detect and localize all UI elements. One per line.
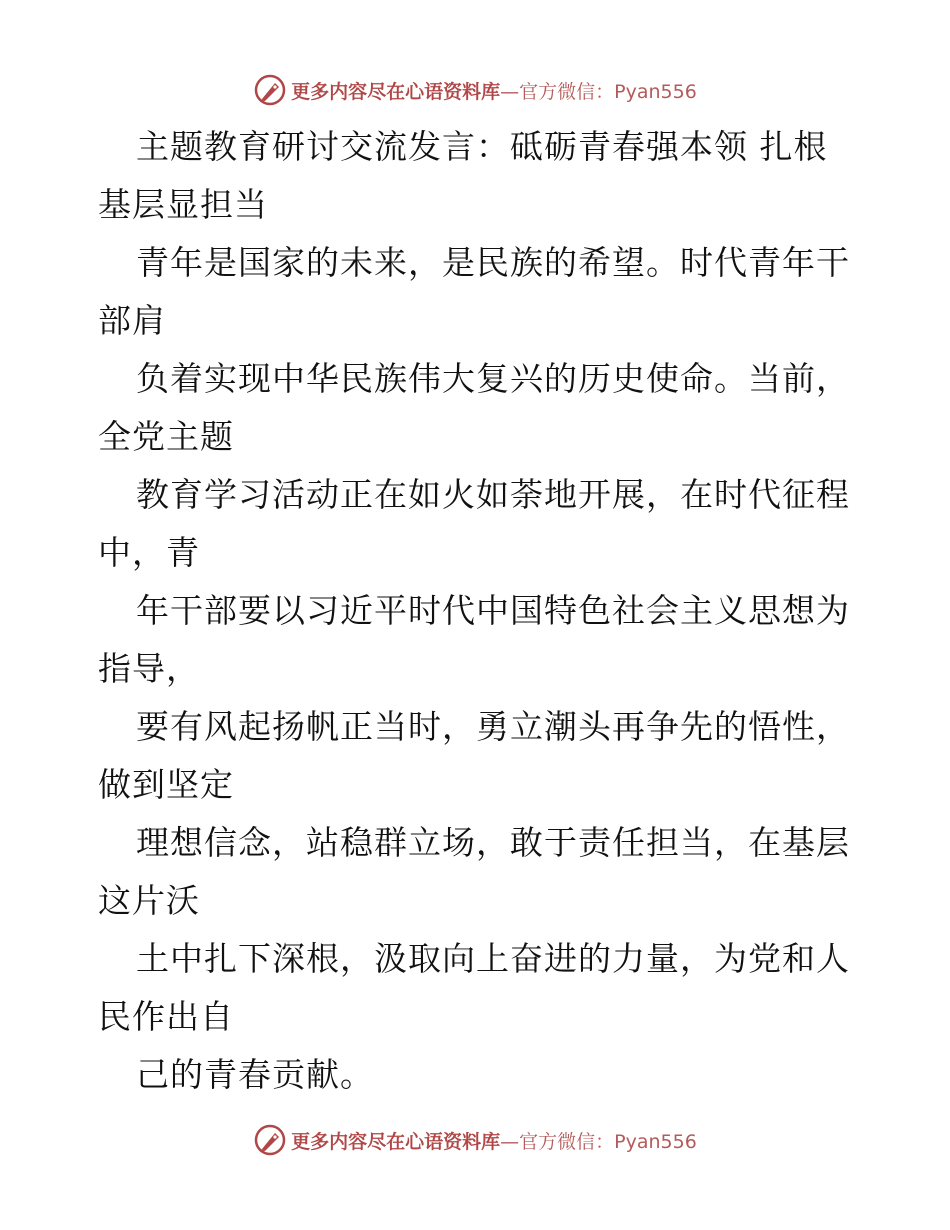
paragraph-line: 土中扎下深根，汲取向上奋进的力量，为党和人 [136,939,850,978]
banner-bold-text: 更多内容尽在心语资料库 [291,80,501,103]
footer-watermark-banner [0,1120,950,1160]
paragraph-line: 部肩 [98,301,166,340]
paragraph-line: 教育学习活动正在如火如荼地开展，在时代征程 [136,475,850,514]
banner-text [291,77,697,104]
banner-text [291,1127,697,1154]
pen-nib-logo-icon [253,1123,287,1157]
paragraph-line: 年干部要以习近平时代中国特色社会主义思想为 [136,591,850,630]
paragraph-line: 负着实现中华民族伟大复兴的历史使命。当前， [136,359,850,398]
paragraph-line: 中，青 [98,533,200,572]
paragraph-line: 做到坚定 [98,765,234,804]
title-line-2: 基层显担当 [98,185,268,224]
pen-nib-logo-icon [253,73,287,107]
paragraph-line: 全党主题 [98,417,234,456]
header-watermark-banner [0,70,950,110]
title-line-1: 主题教育研讨交流发言：砥砺青春强本领 扎根 [136,127,828,166]
paragraph-line: 己的青春贡献。 [136,1055,374,1094]
paragraph-line: 民作出自 [98,997,234,1036]
paragraph-line: 青年是国家的未来，是民族的希望。时代青年干 [136,243,850,282]
banner-rest-text: —官方微信：Pyan556 [500,1130,697,1153]
banner-bold-text: 更多内容尽在心语资料库 [291,1130,501,1153]
paragraph-line: 理想信念，站稳群立场，敢于责任担当，在基层 [136,823,850,862]
banner-rest-text: —官方微信：Pyan556 [500,80,697,103]
paragraph-line: 要有风起扬帆正当时，勇立潮头再争先的悟性， [136,707,850,746]
paragraph-line: 这片沃 [98,881,200,920]
document-body [98,118,858,1104]
paragraph-line: 指导， [98,649,200,688]
